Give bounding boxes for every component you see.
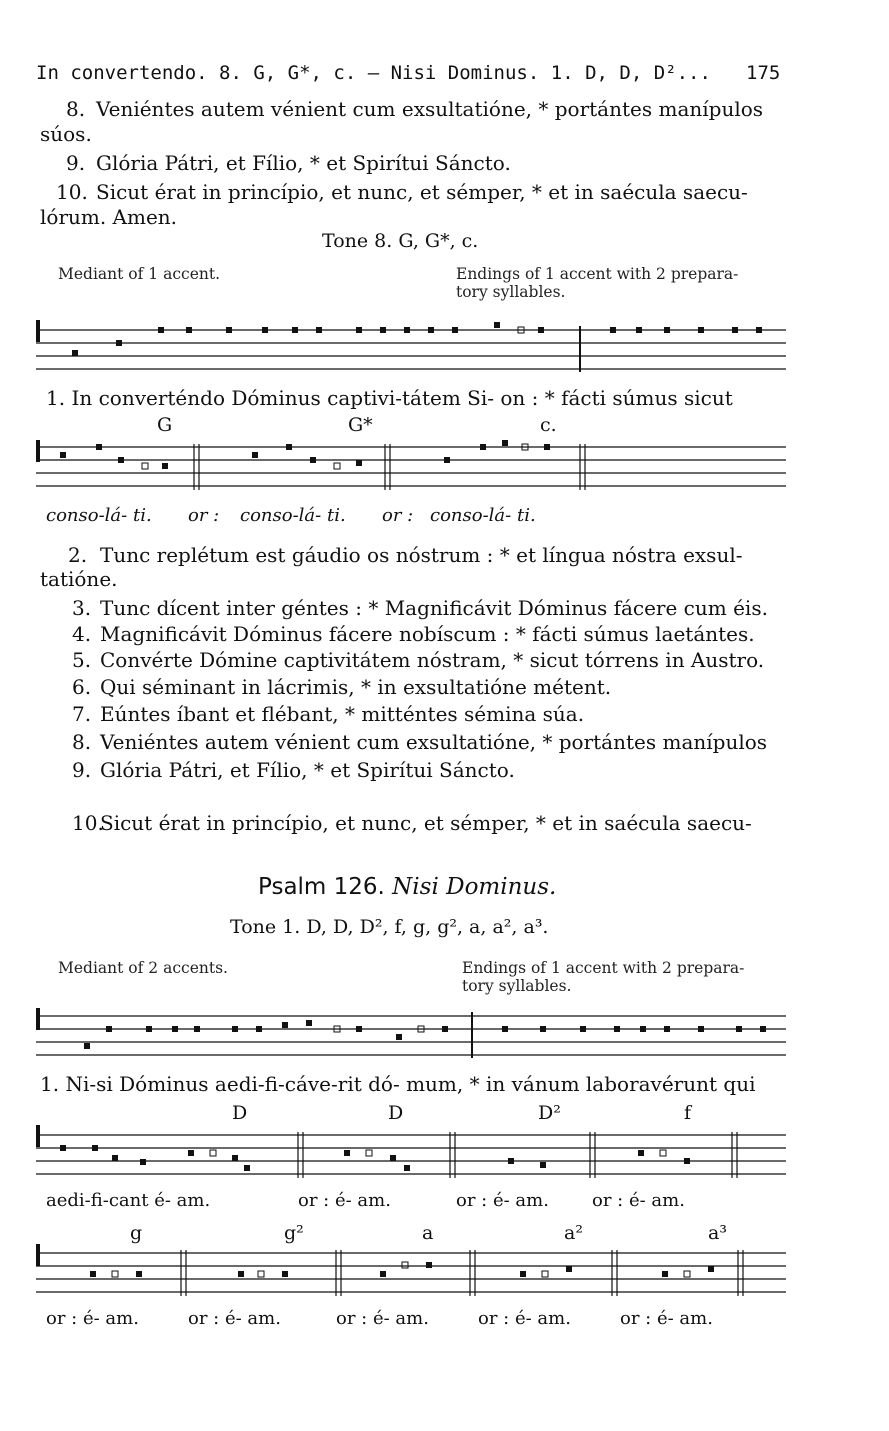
verse-text: Eúntes íbant et flébant, * mitténtes sémina súa. [100,702,585,726]
ending-label: G* [348,414,373,436]
ending-label: g² [284,1222,304,1244]
ending-syllables: conso-lá- ti. [430,505,536,526]
verse-number: 3. [72,596,92,620]
page-number: 175 [746,62,781,84]
ending-syllables: or : é- am. [298,1190,391,1211]
verse-number: 10. [72,811,104,835]
ending-label: D² [538,1102,561,1124]
ending-label: f [684,1102,692,1124]
tone-heading: Tone 1. D, D, D², f, g, g², a, a², a³. [230,916,549,938]
ending-syllables: aedi-fi-cant é- am. [46,1190,211,1211]
ending-syllables: or : é- am. [188,1308,281,1329]
verse-text: Glória Pátri, et Fílio, * et Spirítui Sáncto. [96,151,511,175]
running-title: In convertendo. 8. G, G*, c. — Nisi Dominus. 1. D, D, D²... [36,62,711,84]
ending-label: g [130,1222,143,1244]
verse-text: Veniéntes autem vénient cum exsultatióne, * portántes manípulos [96,97,764,121]
verse-text: Veniéntes autem vénient cum exsultatióne, * portántes manípulos [100,730,768,754]
ending-label: a² [564,1222,583,1244]
verse-number: 8. [72,730,92,754]
ending-syllables: or : é- am. [620,1308,713,1329]
verse-number: 2. [68,543,88,567]
example-verse: 1. In converténdo Dóminus captivi-tátem Si- on : * fácti súmus sicut [46,386,733,410]
verse-number: 5. [72,648,92,672]
ending-label: a [422,1222,434,1244]
endings-label: Endings of 1 accent with 2 prepara- [462,959,745,977]
verse-continuation: lórum. Amen. [40,205,178,229]
verse-number: 9. [72,758,92,782]
ending-syllables: conso-lá- ti. [240,505,346,526]
ending-label: a³ [708,1222,727,1244]
mediant-label: Mediant of 2 accents. [58,959,228,977]
ending-syllables: or : é- am. [336,1308,429,1329]
verse-text: Sicut érat in princípio, et nunc, et sémper, * et in saécula saecu- [100,811,752,835]
ending-label: G [157,414,173,436]
verse-number: 4. [72,622,92,646]
verse-text: Qui séminant in lácrimis, * in exsultatióne métent. [100,675,612,699]
or-connector: or : [188,505,220,526]
verse-text: Tunc replétum est gáudio os nóstrum : * et língua nóstra exsul- [100,543,743,567]
ending-label: D [388,1102,404,1124]
ending-syllables: conso-lá- ti. [46,505,152,526]
ending-syllables: or : é- am. [478,1308,571,1329]
ending-syllables: or : é- am. [592,1190,685,1211]
ending-syllables: or : é- am. [46,1308,139,1329]
verse-text: Glória Pátri, et Fílio, * et Spirítui Sáncto. [100,758,515,782]
tone-heading: Tone 8. G, G*, c. [322,230,479,252]
example-verse: 1. Ni-si Dóminus aedi-fi-cáve-rit dó- mum, * in vánum laboravérunt qui [40,1072,756,1096]
verse-text: Magnificávit Dóminus fácere nobíscum : * fácti súmus laetántes. [100,622,755,646]
verse-continuation: súos. [40,122,92,146]
verse-continuation: tatióne. [40,567,118,591]
verse-number: 10. [56,180,88,204]
endings-label: Endings of 1 accent with 2 prepara- [456,265,739,283]
psalm-number: Psalm 126. [258,874,385,900]
or-connector: or : [382,505,414,526]
mediant-label: Mediant of 1 accent. [58,265,221,283]
psalm-incipit: Nisi Dominus. [392,874,557,900]
ending-label: D [232,1102,248,1124]
verse-text: Convérte Dómine captivitátem nóstram, * sicut tórrens in Austro. [100,648,765,672]
verse-number: 8. [66,97,86,121]
endings-label: tory syllables. [456,283,566,301]
verse-number: 7. [72,702,92,726]
verse-number: 9. [66,151,86,175]
verse-text: Tunc dícent inter géntes : * Magnificávit Dóminus fácere cum éis. [100,596,768,620]
ending-label: c. [540,414,557,436]
verse-number: 6. [72,675,92,699]
verse-text: Sicut érat in princípio, et nunc, et sémper, * et in saécula saecu- [96,180,748,204]
endings-label: tory syllables. [462,977,572,995]
ending-syllables: or : é- am. [456,1190,549,1211]
